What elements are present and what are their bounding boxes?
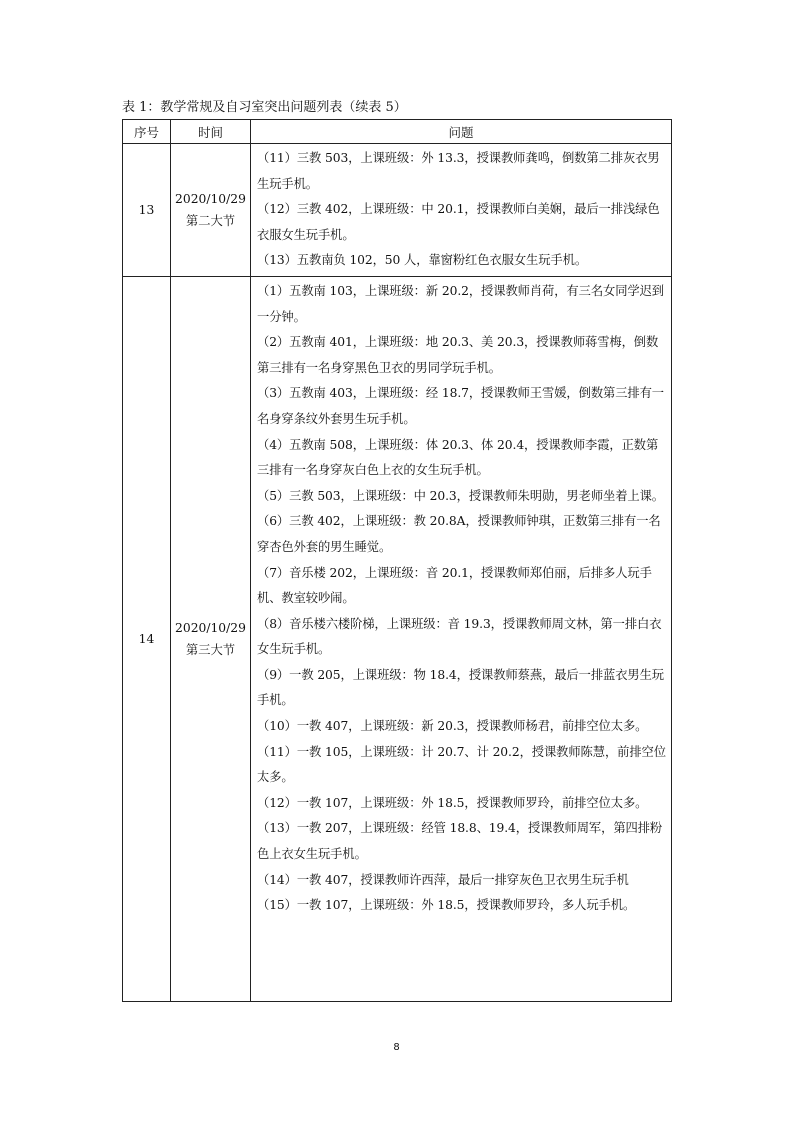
table-row — [123, 144, 672, 277]
table-caption: 表 1：教学常规及自习室突出问题列表（续表 5） — [122, 100, 407, 115]
table-header-row — [123, 120, 672, 144]
row-time — [171, 276, 251, 1001]
row-date: 2020/10/29 — [175, 620, 246, 635]
problem-item: （15）一教 107，上课班级：外 18.5，授课教师罗玲，多人玩手机。 — [257, 898, 636, 913]
header-problem: 问题 — [251, 120, 672, 144]
row-seq: 14 — [123, 276, 171, 1001]
problem-item: （1）五教南 103，上课班级：新 20.2，授课教师肖荷，有三名女同学迟到一分钟。 — [257, 283, 665, 324]
page-number: 8 — [393, 1042, 400, 1053]
table-row — [123, 276, 672, 1001]
header-time: 时间 — [171, 120, 251, 144]
problem-item: （11）三教 503，上课班级：外 13.3，授课教师龚鸣，倒数第二排灰衣男生玩手机。 — [257, 151, 660, 191]
problem-item: （6）三教 402，上课班级：教 20.8A，授课教师钟琪，正数第三排有一名穿杏色外套的男生睡觉。 — [257, 514, 661, 554]
header-seq: 序号 — [123, 120, 171, 144]
problem-item: （7）音乐楼 202，上课班级：音 20.1，授课教师郑伯丽，后排多人玩手机、教室较吵闹。 — [257, 565, 652, 606]
row-problems — [251, 144, 672, 277]
problem-item: （12）一教 107，上课班级：外 18.5，授课教师罗玲，前排空位太多。 — [257, 795, 648, 810]
row-period: 第三大节 — [185, 642, 236, 657]
problem-item: （14）一教 407，授课教师许西萍，最后一排穿灰色卫衣男生玩手机 — [257, 872, 629, 887]
problem-item: （10）一教 407，上课班级：新 20.3，授课教师杨君，前排空位太多。 — [257, 719, 648, 734]
problem-item: （13）五教南负 102，50 人，靠窗粉红色衣服女生玩手机。 — [257, 253, 588, 268]
row-period: 第二大节 — [185, 213, 236, 228]
problem-item: （2）五教南 401，上课班级：地 20.3、美 20.3，授课教师蒋雪梅，倒数第三排有一名身穿黑色卫衣的男同学玩手机。 — [257, 335, 659, 375]
problem-item: （5）三教 503，上课班级：中 20.3，授课教师朱明勋，男老师坐着上课。 — [257, 488, 665, 503]
issues-table — [122, 119, 672, 1002]
problem-item: （13）一教 207，上课班级：经管 18.8、19.4，授课教师周军，第四排粉色上衣女生玩手机。 — [257, 821, 663, 862]
problem-item: （8）音乐楼六楼阶梯，上课班级：音 19.3，授课教师周文林，第一排白衣女生玩手机。 — [257, 616, 662, 657]
row-time — [171, 144, 251, 277]
problem-item: （4）五教南 508，上课班级：体 20.3、体 20.4，授课教师李霞，正数第三排有一名身穿灰白色上衣的女生玩手机。 — [257, 437, 659, 478]
problem-item: （11）一教 105，上课班级：计 20.7、计 20.2，授课教师陈慧，前排空位太多。 — [257, 744, 666, 785]
row-seq: 13 — [123, 144, 171, 277]
problem-item: （9）一教 205，上课班级：物 18.4，授课教师蔡燕，最后一排蓝衣男生玩手机。 — [257, 667, 665, 708]
problem-item: （12）三教 402，上课班级：中 20.1，授课教师白美娴，最后一排浅绿色衣服女生玩手机。 — [257, 202, 660, 242]
row-problems — [251, 276, 672, 1001]
row-date: 2020/10/29 — [175, 191, 246, 206]
problem-item: （3）五教南 403，上课班级：经 18.7，授课教师王雪媛，倒数第三排有一名身穿条纹外套男生玩手机。 — [257, 386, 665, 426]
